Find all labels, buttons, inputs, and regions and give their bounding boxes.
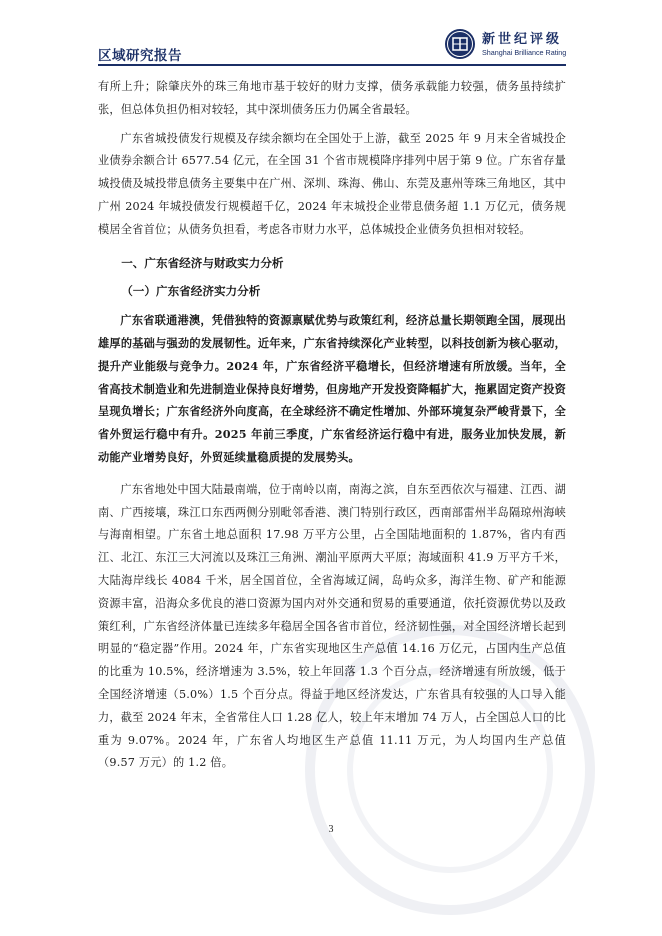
header-divider <box>98 64 566 66</box>
report-body <box>98 76 566 775</box>
brand-name-en: Shanghai Brilliance Rating <box>482 48 567 57</box>
subsection-heading: （一）广东省经济实力分析 <box>121 284 261 299</box>
paragraph-summary-bold: 广东省联通港澳，凭借独特的资源禀赋优势与政策红利，经济总量长期领跑全国，展现出雄厚的基础与强劲的发展韧性。近年来，广东省持续深化产业转型，以科技创新为核心驱动，提升产业能级与竞争力。2024 年，广东省经济平稳增长，但经济增速有所放缓。当年，全省高技术制造业和先进制造业保持良好增势，但房地产开发投资降幅扩大，拖累固定资产投资呈现负增长；广东省经济外向度高，在全球经济不确定性增加、外部环境复杂严峻背景下，全省外贸运行稳中有升。2025 年前三季度，广东省经济运行稳中有进，服务业加快发展，新动能产业增势良好，外贸延续量稳质提的发展势头。 <box>98 313 566 464</box>
page-number: 3 <box>328 824 334 835</box>
paragraph-urban-investment-bonds: 广东省城投债发行规模及存续余额均在全国处于上游，截至 2025 年 9 月末全省城投企业债券余额合计 6577.54 亿元，在全国 31 个省市规模降序排列中居于第 9 位。广东省存量城投债及城投带息债务主要集中在广州、深圳、珠海、佛山、东莞及惠州等珠三角地区，其中广州 2024 年城投债发行规模超千亿，2024 年末城投企业带息债务超 1.1 万亿元，债务规模居全省首位；从债务负担看，考虑各市财力水平，总体城投企业债务负担相对较轻。 <box>98 131 566 236</box>
brand-seal-icon <box>444 28 476 60</box>
paragraph-continuation: 有所上升；除肇庆外的珠三角地市基于较好的财力支撑，债务承载能力较强，债务虽持续扩张，但总体负担仍相对较轻，其中深圳债务压力仍属全省最轻。 <box>98 80 566 116</box>
paragraph-geography-economy: 广东省地处中国大陆最南端，位于南岭以南，南海之滨，自东至西依次与福建、江西、湖南、广西接壤，珠江口东西两侧分别毗邻香港、澳门特别行政区，西南部雷州半岛隔琼州海峡与海南相望。广东省土地总面积 17.98 万平方公里，占全国陆地面积的 1.87%，省内有西江、北江、东江三大河流以及珠江三角洲、潮汕平原两大平原；海域面积 41.9 万平方千米，大陆海岸线长 4084 千米，居全国首位，全省海域辽阔，岛屿众多，海洋生物、矿产和能源资源丰富，沿海众多优良的港口资源为国内对外交通和贸易的重要通道，依托资源优势以及政策红利，广东省经济体量已连续多年稳居全国各省市首位，经济韧性强，对全国经济增长起到明显的“稳定器”作用。2024 年，广东省实现地区生产总值 14.16 万亿元，占国内生产总值的比重为 10.5%，经济增速为 3.5%，较上年回落 1.3 个百分点，经济增速有所放缓，低于全国经济增速（5.0%）1.5 个百分点。得益于地区经济发达，广东省具有较强的人口导入能力，截至 2024 年末，全省常住人口 1.28 亿人，较上年末增加 74 万人，占全国总人口的比重为 9.07%。2024 年，广东省人均地区生产总值 11.11 万元，为人均国内生产总值（9.57 万元）的 1.2 倍。 <box>98 482 566 770</box>
header-section-title: 区域研究报告 <box>98 48 182 64</box>
brand-name-cn: 新世纪评级 <box>482 32 563 47</box>
brand-logo <box>444 28 594 62</box>
section-heading: 一、广东省经济与财政实力分析 <box>121 255 284 270</box>
